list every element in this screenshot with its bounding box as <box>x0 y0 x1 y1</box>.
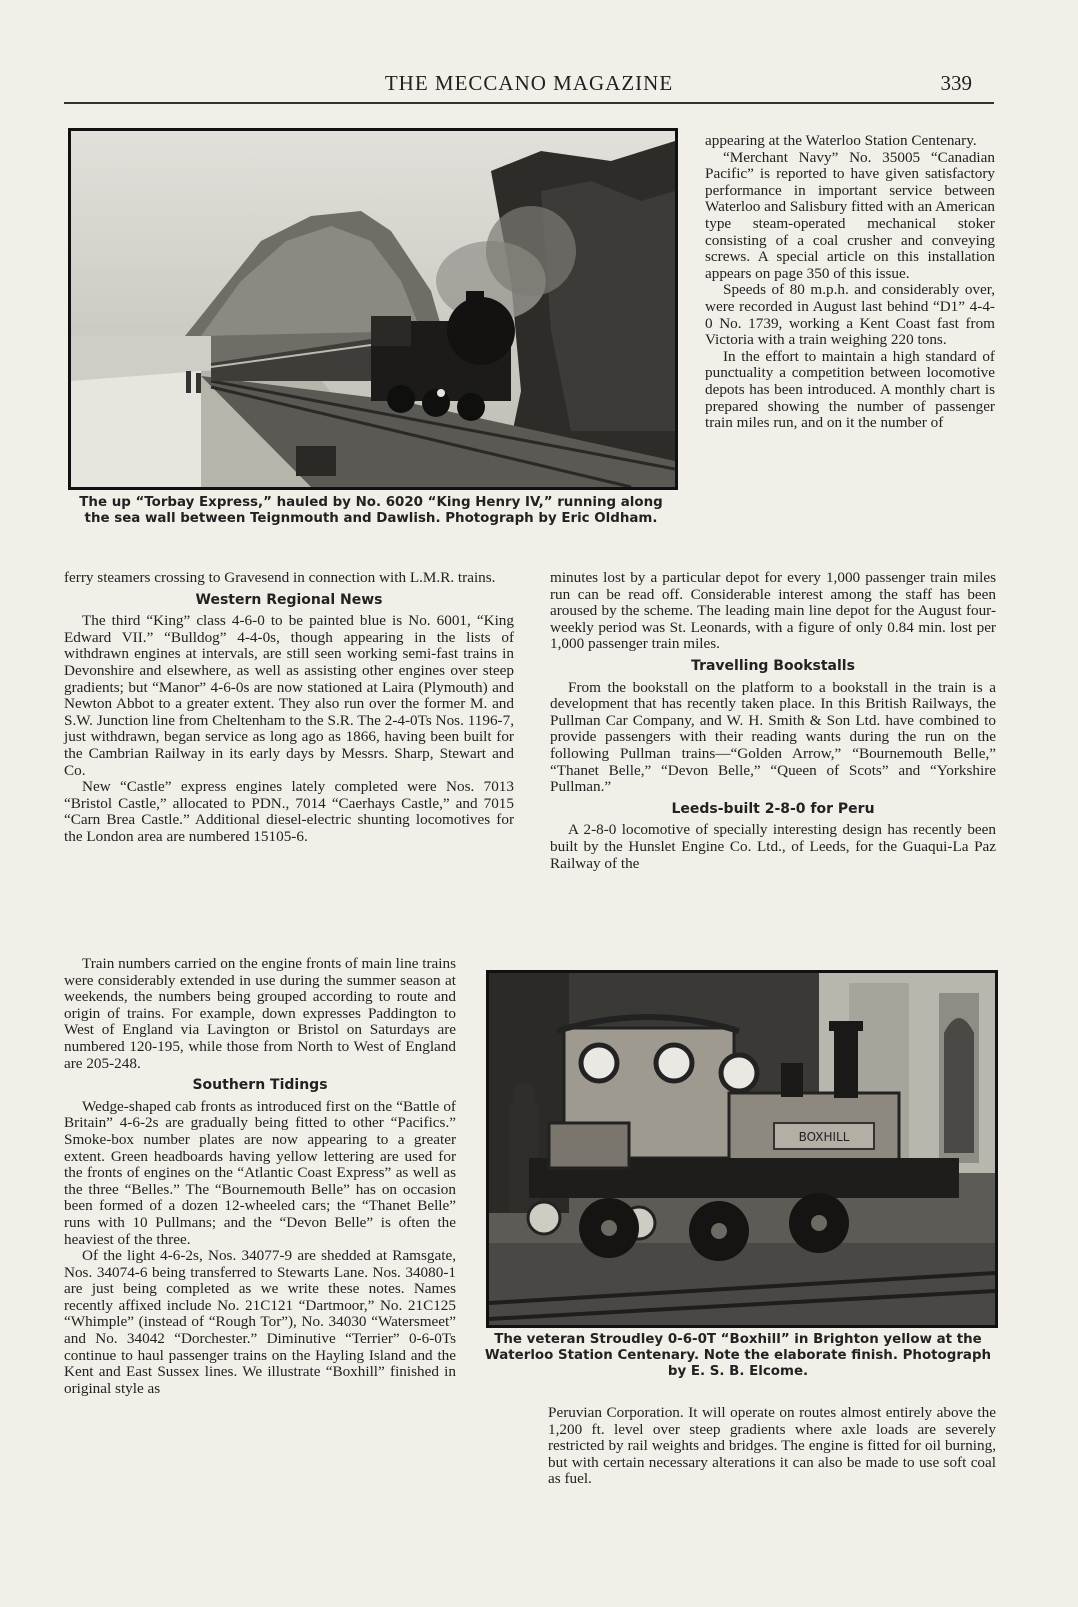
paragraph: In the effort to maintain a high standard of punctuality a competition between locomotive depots has been introduced. A monthly chart is prepared showing the number of passenger train miles run, and on it the number of <box>705 347 995 432</box>
paragraph: Wedge-shaped cab fronts as introduced first on the “Battle of Britain” 4-6-2s are gradually being fitted to other “Pacifics.” Smoke-box number plates are now appearing to a greater extent. Green headboards having yellow lettering are used for the fronts of engines on the “Atlantic Coast Express” as well as the three “Belles.” The “Bournemouth Belle” has on occasion been formed of a dozen 12-wheeled cars; the “Thanet Belle” runs with 10 Pullmans; and the “Devon Belle” is often the heaviest of the three. <box>64 1097 456 1248</box>
paragraph: appearing at the Waterloo Station Centenary. <box>705 132 977 149</box>
page-number: 339 <box>940 71 972 95</box>
paragraph: Speeds of 80 m.p.h. and considerably over, were recorded in August last behind “D1” 4-4-0 No. 1739, working a Kent Coast fast from Victoria with a train weighing 220 tons. <box>705 281 995 349</box>
paragraph: The third “King” class 4-6-0 to be painted blue is No. 6001, “King Edward VII.” “Bulldog” 4-4-0s, though appearing in the lists of withdrawn engines at intervals, are still seen working semi-fast trains in Devonshire and elsewhere, as well as assisting other engines over steep gradients; but “Manor” 4-6-0s are now stationed at Laira (Plymouth) and Newton Abbot to a greater extent. They also run over the former M. and S.W. Junction line from Cheltenham to the S.R. The 2-4-0Ts Nos. 1196-7, just withdrawn, began service as long ago as 1866, having been built for the Cambrian Railway in its early days by Messrs. Sharp, Stewart and Co. <box>64 612 514 779</box>
section-heading: Travelling Bookstalls <box>691 657 855 674</box>
photo-torbay-caption: The up “Torbay Express,” hauled by No. 6020 “King Henry IV,” running along the sea wall between Teignmouth and Dawlish. Photograph by Eric Oldham. <box>79 495 663 526</box>
left-column <box>64 570 514 846</box>
section-heading: Leeds-built 2-8-0 for Peru <box>671 800 875 817</box>
section-heading: Southern Tidings <box>192 1077 328 1094</box>
paragraph: A 2-8-0 locomotive of specially interesting design has recently been built by the Hunslet Engine Co. Ltd., of Leeds, for the Guaqui-La Paz Railway of the <box>550 821 996 872</box>
paragraph: “Merchant Navy” No. 35005 “Canadian Pacific” is reported to have given satisfactory performance in important service between Waterloo and Salisbury fitted with an American type steam-operated mechanical stoker consisting of a coal crusher and conveying screws. A special article on this installation appears on page 350 of this issue. <box>705 148 995 282</box>
left-column-narrow <box>64 956 456 1397</box>
paragraph: ferry steamers crossing to Gravesend in connection with L.M.R. trains. <box>64 569 496 586</box>
photo-boxhill-caption: The veteran Stroudley 0-6-0T “Boxhill” in Brighton yellow at the Waterloo Station Centenary. Note the elaborate finish. Photograph by E. S. B. Elcome. <box>484 1332 992 1379</box>
paragraph: Peruvian Corporation. It will operate on routes almost entirely above the 1,200 ft. level over steep gradients where axle loads are severely restricted by rail weights and bridges. The engine is fitted for oil burning, but with certain necessary alterations it can also be made to use soft coal as fuel. <box>548 1404 996 1488</box>
paragraph: From the bookstall on the platform to a bookstall in the train is a development that has recently taken place. In this British Railways, the Pullman Car Company, and W. H. Smith & Son Ltd. have combined to provide passengers with their reading wants during the run on the following Pullman trains—“Golden Arrow,” “Bournemouth Belle,” “Thanet Belle,” “Devon Belle,” “Queen of Scots” and “Yorkshire Pullman.” <box>550 678 996 796</box>
right-column-bottom <box>548 1405 996 1488</box>
photo-torbay-express <box>68 128 678 490</box>
magazine-title: THE MECCANO MAGAZINE <box>384 71 674 95</box>
boxhill-nameplate: BOXHILL <box>798 1130 850 1144</box>
right-column-top <box>705 133 995 432</box>
paragraph: New “Castle” express engines lately completed were Nos. 7013 “Bristol Castle,” allocated to PDN., 7014 “Caerhays Castle,” and 7015 “Carn Brea Castle.” Additional diesel-electric shunting locomotives for the London area are numbered 15105-6. <box>64 778 514 845</box>
paragraph: Of the light 4-6-2s, Nos. 34077-9 are shedded at Ramsgate, Nos. 34074-6 being transferred to Stewarts Lane. Nos. 34080-1 are just being completed as we write these notes. Names recently affixed include No. 21C121 “Dartmoor,” No. 21C125 “Whimple” (instead of “Rough Tor”), No. 34030 “Watersmeet” and No. 34042 “Dorchester.” Diminutive “Terrier” 0-6-0Ts continue to haul passenger trains on the Hayling Island and the Kent and East Sussex lines. We illustrate “Boxhill” finished in original style as <box>64 1247 456 1397</box>
photo-boxhill <box>486 970 998 1328</box>
section-heading: Western Regional News <box>195 591 383 608</box>
page-header <box>64 68 994 104</box>
paragraph: Train numbers carried on the engine fronts of main line trains were considerably extended in use during the summer season at weekends, the numbers being grouped according to route and origin of trains. For example, down expresses Paddington to West of England via Lavington or Bristol on Saturdays are numbered 120-195, while those from North to West of England are 205-248. <box>64 955 456 1072</box>
paragraph: minutes lost by a particular depot for every 1,000 passenger train miles run can be read off. Considerable interest among the staff has been aroused by the scheme. The leading main line depot for the August four-weekly period was St. Leonards, with a figure of only 0.84 min. lost per 1,000 passenger train miles. <box>550 569 996 653</box>
right-column-middle <box>550 570 996 872</box>
